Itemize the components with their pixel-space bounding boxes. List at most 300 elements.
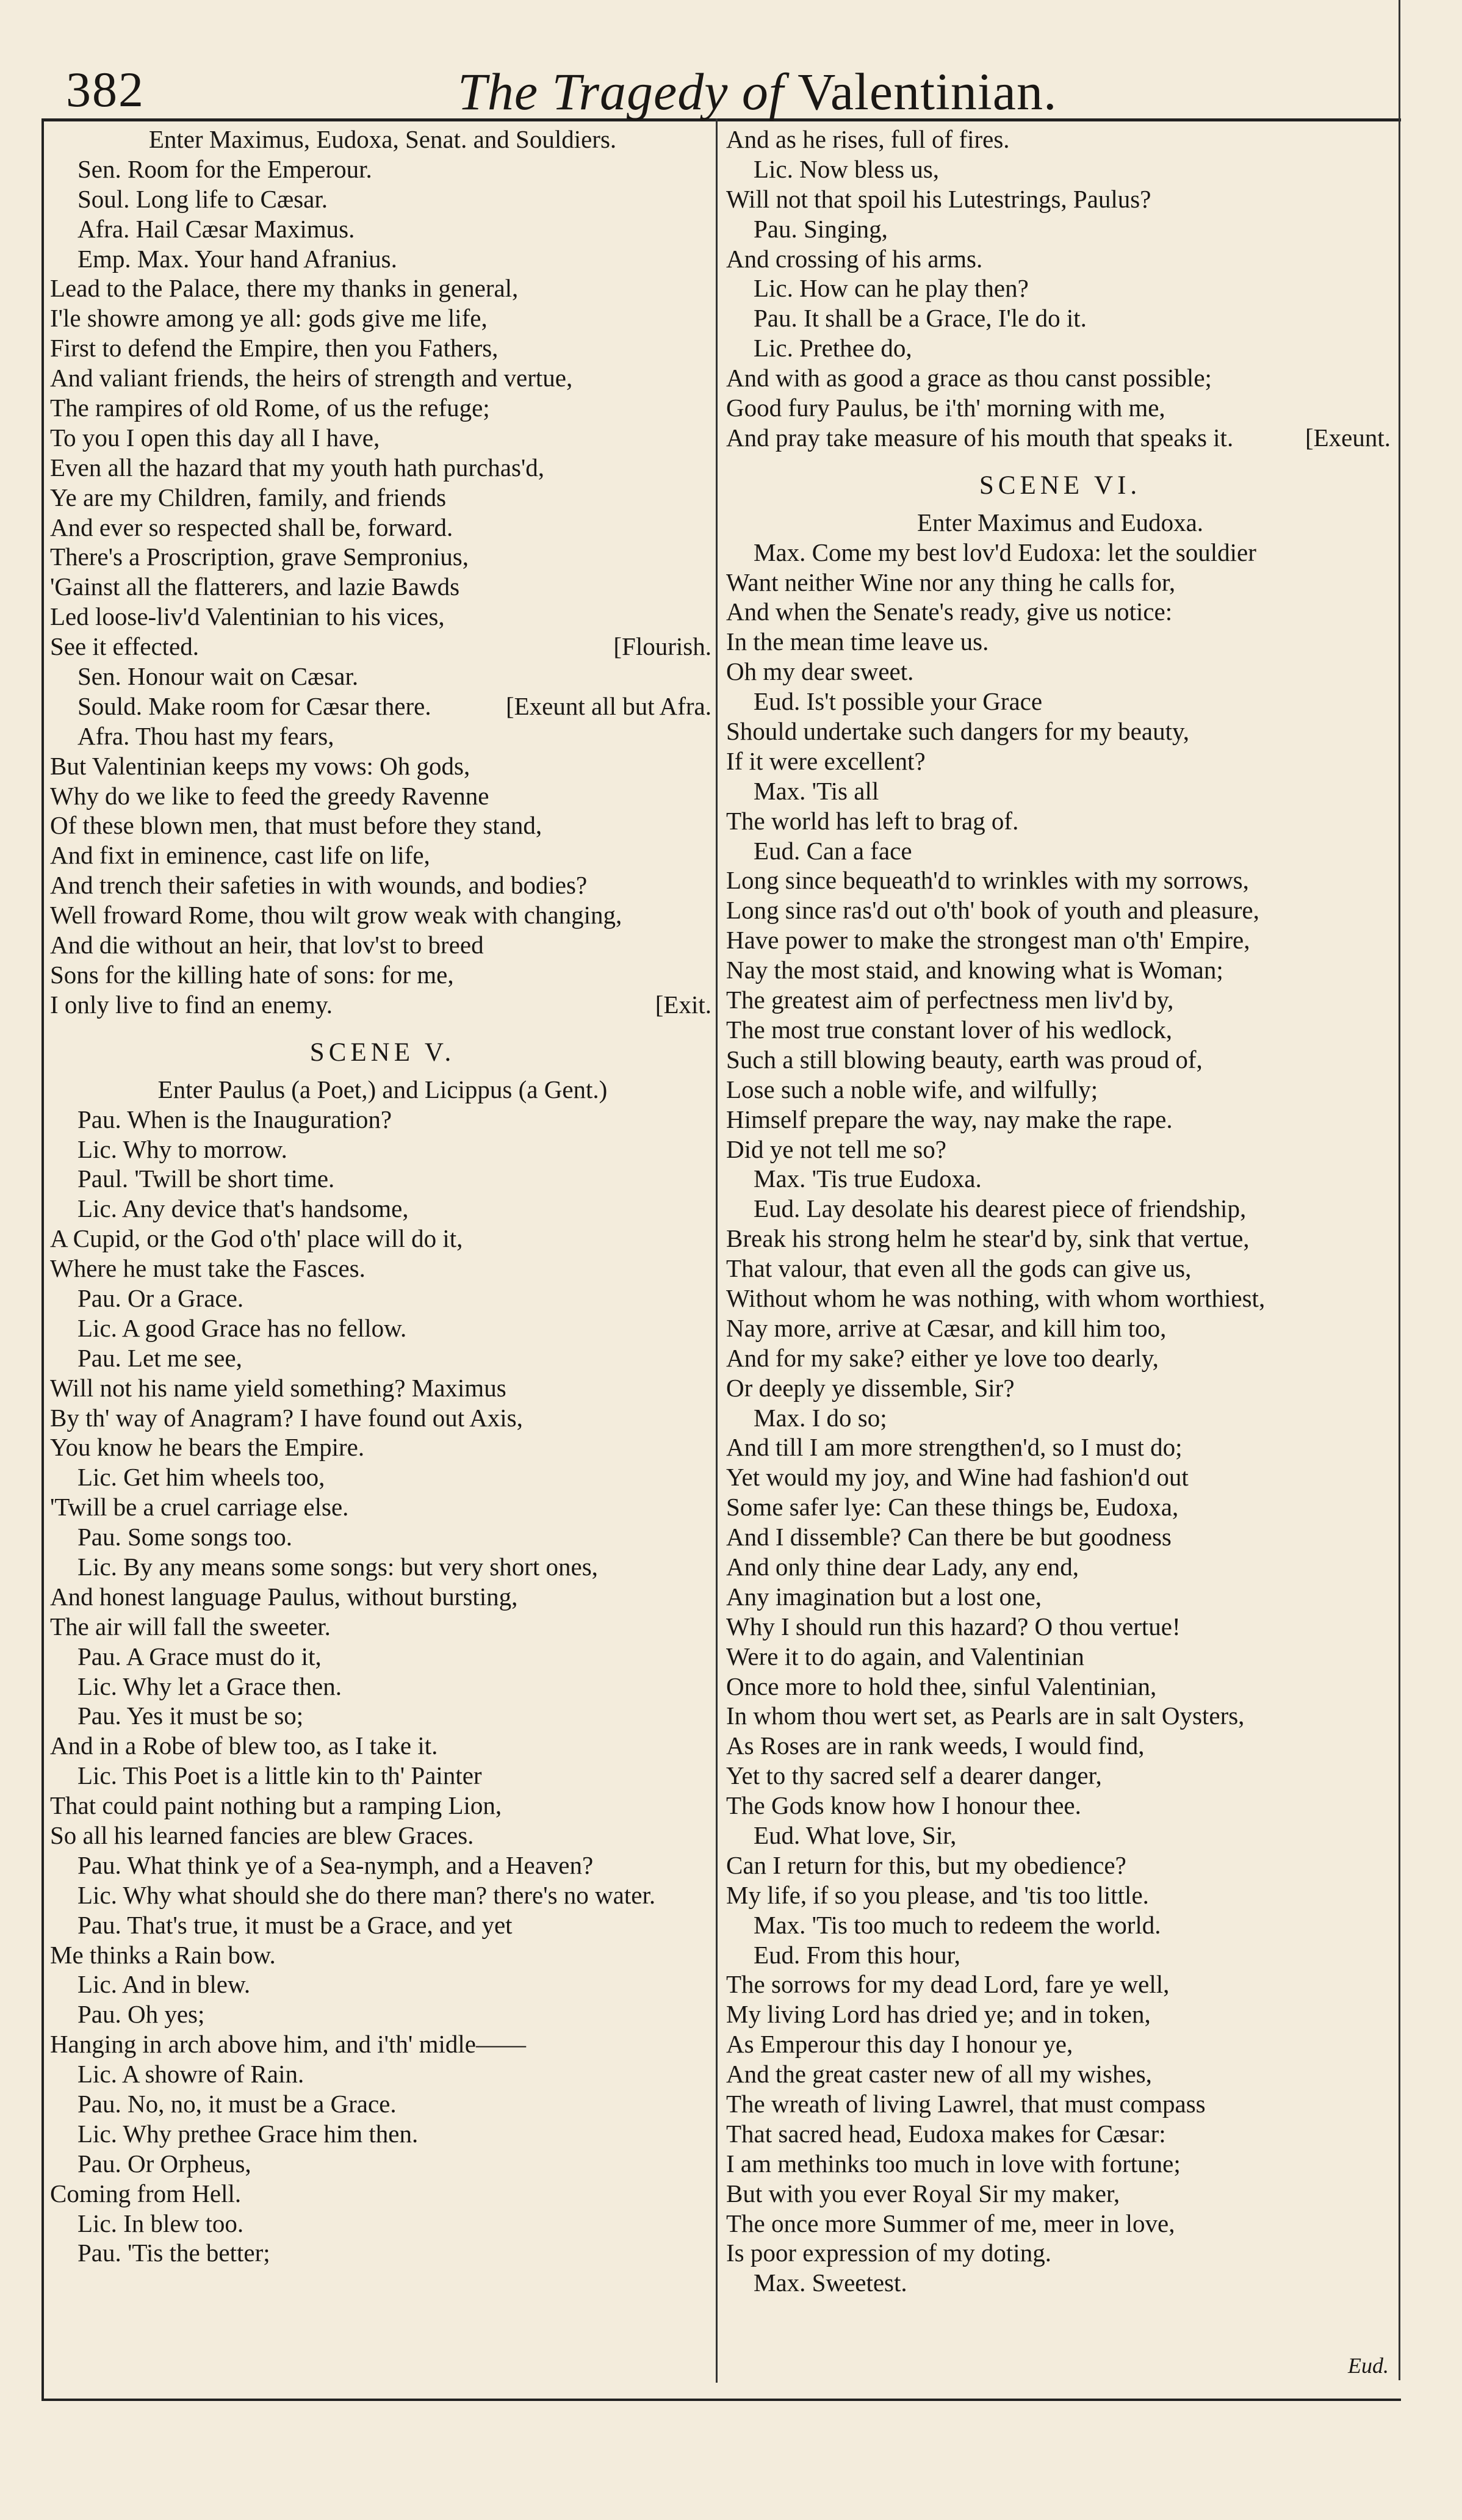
line-text: And with as good a grace as thou canst possible; [726, 364, 1212, 392]
line-text: But Valentinian keeps my vows: Oh gods, [50, 751, 470, 780]
line-text: To you I open this day all I have, [50, 423, 380, 452]
text-line [726, 1492, 1394, 1522]
line-text: Pau. Singing, [754, 214, 888, 243]
line-text: Lic. Prethee do, [754, 334, 912, 363]
line-text: Eud. What love, Sir, [754, 1821, 957, 1849]
text-line [50, 2179, 715, 2209]
line-text: Pau. Or a Grace. [77, 1283, 244, 1312]
line-text: Max. 'Tis true Eudoxa. [754, 1164, 982, 1193]
text-line [726, 1045, 1394, 1075]
line-text: Well froward Rome, thou wilt grow weak with changing, [50, 901, 622, 930]
text-line [50, 1642, 715, 1672]
text-line [726, 985, 1394, 1015]
line-text: That sacred head, Eudoxa makes for Cæsar: [726, 2119, 1166, 2148]
text-line [50, 1164, 715, 1194]
line-text: I am methinks too much in love with fortune; [726, 2149, 1181, 2178]
text-line [50, 840, 715, 870]
text-line [726, 806, 1394, 836]
line-text: Will not his name yield something? Maximus [50, 1373, 506, 1402]
line-text: Lic. A showre of Rain. [77, 2060, 304, 2089]
text-line [50, 2059, 715, 2089]
text-line [726, 1105, 1394, 1135]
text-line [726, 184, 1394, 214]
line-text: Pau. What think ye of a Sea-nymph, and a Heaven? [77, 1850, 594, 1879]
line-text: Once more to hold thee, sinful Valentinian, [726, 1672, 1157, 1700]
text-line [50, 303, 715, 333]
line-text: Emp. Max. Your hand Afranius. [77, 244, 397, 273]
line-text: Long since bequeath'd to wrinkles with my sorrows, [726, 866, 1249, 895]
line-text: Lic. In blew too. [77, 2209, 244, 2237]
line-text: Yet would my joy, and Wine had fashion'd out [726, 1463, 1189, 1492]
line-text: The sorrows for my dead Lord, fare ye well, [726, 1970, 1170, 1999]
line-text: Break his strong helm he stear'd by, sink that vertue, [726, 1224, 1250, 1253]
text-line [50, 273, 715, 303]
text-line [726, 1403, 1394, 1433]
line-text: Why I should run this hazard? O thou vertue! [726, 1612, 1181, 1641]
line-text: Can I return for this, but my obedience? [726, 1850, 1126, 1879]
line-text: 'Twill be a cruel carriage else. [50, 1493, 349, 1522]
text-line [726, 1731, 1394, 1761]
text-line [726, 746, 1394, 776]
text-line [726, 925, 1394, 955]
text-line [50, 1761, 715, 1791]
line-text: Enter Paulus (a Poet,) and Licippus (a Gent.) [157, 1075, 608, 1103]
text-line [726, 1612, 1394, 1642]
text-line [50, 662, 715, 691]
line-text: That valour, that even all the gods can give us, [726, 1254, 1192, 1283]
line-text: See it effected. [50, 632, 199, 661]
line-text: Afra. Hail Cæsar Maximus. [77, 214, 355, 243]
text-line [50, 1582, 715, 1612]
line-text: Pau. It shall be a Grace, I'le do it. [754, 304, 1087, 333]
text-line [50, 244, 715, 274]
text-line [50, 333, 715, 363]
line-text: As Roses are in rank weeds, I would find, [726, 1731, 1145, 1760]
text-line [50, 721, 715, 751]
line-text: And I dissemble? Can there be but goodness [726, 1523, 1172, 1551]
text-line [726, 1850, 1394, 1880]
line-text: Enter Maximus and Eudoxa. [916, 508, 1204, 536]
line-text: And trench their safeties in with wounds, and bodies? [50, 871, 588, 900]
line-text: Lic. Any device that's handsome, [77, 1194, 409, 1223]
line-text: The Gods know how I honour thee. [726, 1791, 1081, 1820]
text-line [726, 2029, 1394, 2059]
text-line [726, 865, 1394, 895]
line-text: My life, if so you please, and 'tis too little. [726, 1880, 1149, 1909]
line-text: Without whom he was nothing, with whom worthiest, [726, 1283, 1266, 1312]
text-line [50, 1283, 715, 1313]
text-line [50, 1224, 715, 1254]
text-line [50, 2238, 715, 2268]
text-line [726, 627, 1394, 657]
line-text: The wreath of living Lawrel, that must compass [726, 2090, 1206, 2118]
line-text: And fixt in eminence, cast life on life, [50, 841, 430, 870]
right-column [726, 125, 1394, 2298]
line-text: Pau. No, no, it must be a Grace. [77, 2090, 397, 2118]
text-line [726, 363, 1394, 393]
line-text: The most true constant lover of his wedlock, [726, 1015, 1172, 1044]
line-text: Afra. Thou hast my fears, [77, 721, 334, 750]
line-text: Even all the hazard that my youth hath purchas'd, [50, 453, 545, 482]
text-line [726, 154, 1394, 184]
left-rule [41, 118, 44, 2400]
text-line [50, 542, 715, 572]
text-line [50, 781, 715, 811]
left-column [50, 125, 715, 2268]
stage-direction-right: [Exeunt all but Afra. [505, 691, 711, 720]
text-line [726, 1969, 1394, 1999]
line-text: Sons for the killing hate of sons: for me, [50, 960, 454, 989]
line-text: Eud. Lay desolate his dearest piece of friendship, [754, 1194, 1247, 1223]
line-text: Max. Sweetest. [754, 2269, 907, 2297]
line-text: So all his learned fancies are blew Graces. [50, 1821, 474, 1849]
text-line [50, 1432, 715, 1462]
text-line [726, 2238, 1394, 2268]
line-text: Long since ras'd out o'th' book of youth and pleasure, [726, 896, 1259, 925]
line-text: Paul. 'Twill be short time. [77, 1164, 335, 1193]
line-text: Sould. Make room for Cæsar there. [77, 691, 431, 720]
line-text: And die without an heir, that lov'st to breed [50, 931, 484, 959]
line-text: Led loose-liv'd Valentinian to his vices, [50, 602, 445, 631]
line-text: Have power to make the strongest man o'th' Empire, [726, 926, 1250, 955]
line-text: Max. 'Tis too much to redeem the world. [754, 1910, 1161, 1939]
line-text: Pau. That's true, it must be a Grace, and yet [77, 1910, 513, 1939]
text-line [50, 2119, 715, 2149]
line-text: The once more Summer of me, meer in love, [726, 2209, 1175, 2237]
line-text: Why do we like to feed the greedy Ravenne [50, 781, 489, 810]
text-line [50, 513, 715, 543]
text-line [50, 154, 715, 184]
line-text: I only live to find an enemy. [50, 990, 333, 1019]
bottom-rule [41, 2399, 1401, 2401]
text-line [50, 1105, 715, 1135]
running-title-italic: The Tragedy of [458, 62, 798, 121]
line-text: Did ye not tell me so? [726, 1135, 946, 1163]
text-line [726, 333, 1394, 363]
text-line [50, 1373, 715, 1403]
line-text: By th' way of Anagram? I have found out Axis, [50, 1403, 523, 1432]
text-line [726, 214, 1394, 244]
text-line [726, 1999, 1394, 2029]
text-line [50, 483, 715, 513]
running-title [458, 61, 1057, 122]
line-text: Eud. Can a face [754, 836, 912, 865]
text-line [50, 2089, 715, 2119]
line-text: And honest language Paulus, without bursting, [50, 1582, 518, 1611]
text-line [50, 1999, 715, 2029]
text-line [50, 2209, 715, 2239]
line-text: Lic. Now bless us, [754, 154, 940, 183]
text-line [726, 1821, 1394, 1850]
text-line [50, 1313, 715, 1343]
text-line [50, 1343, 715, 1373]
line-text: Lic. This Poet is a little kin to th' Painter [77, 1761, 482, 1790]
text-line [726, 538, 1394, 568]
line-text: Good fury Paulus, be i'th' morning with me, [726, 394, 1165, 422]
text-line [50, 960, 715, 990]
catchword: Eud. [1348, 2353, 1389, 2378]
line-text: Of these blown men, that must before they stand, [50, 811, 542, 840]
text-line [50, 1850, 715, 1880]
line-text: In the mean time leave us. [726, 627, 989, 656]
text-line [726, 2209, 1394, 2239]
text-line [50, 990, 715, 1020]
text-line [726, 1194, 1394, 1224]
text-line [726, 568, 1394, 598]
line-text: Lic. And in blew. [77, 1970, 251, 1999]
line-text: Enter Maximus, Eudoxa, Senat. and Souldiers. [148, 125, 617, 153]
text-line [50, 1020, 715, 1033]
line-text: Will not that spoil his Lutestrings, Paulus? [726, 184, 1151, 213]
line-text: My living Lord has dried ye; and in token, [726, 2000, 1151, 2029]
line-text: And as he rises, full of fires. [726, 125, 1010, 153]
stage-direction-right: [Flourish. [613, 632, 711, 661]
text-line [50, 1701, 715, 1731]
line-text: And valiant friends, the heirs of strength and vertue, [50, 364, 573, 392]
line-text: Nay the most staid, and knowing what is Woman; [726, 956, 1223, 984]
line-text: Oh my dear sweet. [726, 657, 914, 686]
line-text: Max. Come my best lov'd Eudoxa: let the souldier [754, 538, 1256, 566]
text-line [726, 1254, 1394, 1283]
line-text: That could paint nothing but a ramping Lion, [50, 1791, 502, 1820]
text-line [50, 1910, 715, 1940]
text-line [726, 1761, 1394, 1791]
line-text: Himself prepare the way, nay make the rape. [726, 1105, 1173, 1133]
text-line [726, 1880, 1394, 1910]
line-text: Any imagination but a lost one, [726, 1582, 1042, 1611]
text-line [726, 1910, 1394, 1940]
line-text: Lose such a noble wife, and wilfully; [726, 1075, 1098, 1103]
scene-heading [50, 1033, 715, 1075]
text-line [726, 836, 1394, 866]
line-text: Hanging in arch above him, and i'th' midle—— [50, 2030, 526, 2059]
line-text: Pau. A Grace must do it, [77, 1642, 322, 1670]
line-text: SCENE V. [309, 1038, 456, 1067]
text-line [726, 1701, 1394, 1731]
text-line [726, 1135, 1394, 1164]
text-line [726, 687, 1394, 717]
text-line [726, 597, 1394, 627]
text-line [50, 184, 715, 214]
text-line [50, 1403, 715, 1433]
text-line [50, 811, 715, 840]
line-text: Where he must take the Fasces. [50, 1254, 366, 1283]
right-rule [1399, 0, 1400, 2380]
text-line [726, 1075, 1394, 1105]
text-line [726, 1283, 1394, 1313]
line-text: The rampires of old Rome, of us the refuge; [50, 394, 490, 422]
line-text: Lic. How can he play then? [754, 274, 1029, 303]
stage-direction [50, 125, 715, 154]
line-text: SCENE VI. [979, 471, 1142, 500]
line-text: Lic. Why let a Grace then. [77, 1672, 342, 1700]
line-text: First to defend the Empire, then you Fathers, [50, 334, 499, 363]
line-text: Pau. Some songs too. [77, 1523, 292, 1551]
text-line [726, 1552, 1394, 1582]
text-line [50, 751, 715, 781]
line-text: Pau. Let me see, [77, 1343, 242, 1372]
text-line [726, 244, 1394, 274]
line-text: Sen. Room for the Emperour. [77, 154, 372, 183]
line-text: And the great caster new of all my wishes, [726, 2060, 1152, 2089]
line-text: And only thine dear Lady, any end, [726, 1552, 1079, 1581]
line-text: Eud. Is't possible your Grace [754, 687, 1043, 716]
text-line [50, 1969, 715, 1999]
line-text: Some safer lye: Can these things be, Eudoxa, [726, 1493, 1179, 1522]
text-line [726, 453, 1394, 466]
text-line [726, 776, 1394, 806]
text-line [726, 1164, 1394, 1194]
text-line [726, 1432, 1394, 1462]
line-text: Lic. Why prethee Grace him then. [77, 2119, 419, 2148]
line-text: Pau. 'Tis the better; [77, 2239, 270, 2267]
line-text: Soul. Long life to Cæsar. [77, 184, 328, 213]
text-line [50, 1522, 715, 1552]
line-text: Such a still blowing beauty, earth was proud of, [726, 1045, 1203, 1074]
text-line [726, 1642, 1394, 1672]
text-line [726, 2149, 1394, 2179]
line-text: A Cupid, or the God o'th' place will do it, [50, 1224, 463, 1253]
text-line [50, 870, 715, 900]
line-text: If it were excellent? [726, 746, 926, 775]
text-line [50, 393, 715, 423]
text-line [50, 1254, 715, 1283]
line-text: And crossing of his arms. [726, 244, 983, 273]
line-text: And when the Senate's ready, give us notice: [726, 598, 1173, 626]
text-line [726, 1672, 1394, 1702]
line-text: As Emperour this day I honour ye, [726, 2030, 1073, 2059]
text-line [726, 1582, 1394, 1612]
line-text: Pau. Oh yes; [77, 2000, 205, 2029]
text-line [726, 895, 1394, 925]
line-text: Me thinks a Rain bow. [50, 1940, 276, 1969]
text-line [50, 900, 715, 930]
text-line [726, 717, 1394, 746]
text-line [50, 453, 715, 483]
scene-heading [726, 466, 1394, 508]
line-text: The world has left to brag of. [726, 806, 1019, 835]
text-line [50, 1194, 715, 1224]
text-line [50, 214, 715, 244]
text-line [50, 1821, 715, 1850]
line-text: Is poor expression of my doting. [726, 2239, 1051, 2267]
text-line [50, 1612, 715, 1642]
line-text: Or deeply ye dissemble, Sir? [726, 1373, 1015, 1402]
running-title-roman: Valentinian. [798, 62, 1057, 121]
text-line [50, 2149, 715, 2179]
text-line [726, 393, 1394, 423]
text-line [726, 1373, 1394, 1403]
text-line [726, 125, 1394, 154]
line-text: Pau. Or Orpheus, [77, 2149, 251, 2178]
line-text: I'le showre among ye all: gods give me life, [50, 304, 488, 333]
text-line [726, 2089, 1394, 2119]
line-text: Max. I do so; [754, 1403, 887, 1432]
text-line [50, 572, 715, 602]
text-line [726, 1791, 1394, 1821]
text-line [726, 423, 1394, 453]
text-line [50, 1880, 715, 1910]
stage-direction-right: [Exeunt. [1305, 423, 1391, 452]
text-line [726, 1343, 1394, 1373]
line-text: Lead to the Palace, there my thanks in general, [50, 274, 519, 303]
text-line [50, 602, 715, 632]
line-text: Coming from Hell. [50, 2179, 242, 2208]
text-line [50, 1552, 715, 1582]
text-line [726, 1224, 1394, 1254]
line-text: And ever so respected shall be, forward. [50, 513, 453, 541]
line-text: Lic. Why what should she do there man? there's no water. [77, 1880, 656, 1909]
text-line [50, 1135, 715, 1164]
line-text: Lic. By any means some songs: but very short ones, [77, 1552, 598, 1581]
line-text: 'Gainst all the flatterers, and lazie Bawds [50, 572, 460, 601]
line-text: Want neither Wine nor any thing he calls for, [726, 568, 1176, 596]
line-text: And for my sake? either ye love too dearly, [726, 1343, 1159, 1372]
text-line [726, 2268, 1394, 2298]
line-text: But with you ever Royal Sir my maker, [726, 2179, 1120, 2208]
line-text: Lic. Why to morrow. [77, 1135, 287, 1163]
text-line [726, 1462, 1394, 1492]
text-line [50, 1492, 715, 1522]
text-line [50, 1791, 715, 1821]
line-text: Were it to do again, and Valentinian [726, 1642, 1084, 1670]
text-line [50, 423, 715, 453]
text-line [50, 632, 715, 662]
line-text: Pau. Yes it must be so; [77, 1702, 304, 1730]
text-line [726, 273, 1394, 303]
line-text: And till I am more strengthen'd, so I must do; [726, 1433, 1183, 1462]
line-text: Nay more, arrive at Cæsar, and kill him too, [726, 1313, 1167, 1342]
text-line [726, 2059, 1394, 2089]
line-text: Should undertake such dangers for my beauty, [726, 717, 1190, 746]
text-line [50, 2029, 715, 2059]
line-text: Sen. Honour wait on Cæsar. [77, 662, 359, 691]
text-line [50, 363, 715, 393]
text-line [726, 2119, 1394, 2149]
line-text: Max. 'Tis all [754, 776, 879, 805]
line-text: And pray take measure of his mouth that speaks it. [726, 423, 1234, 452]
line-text: There's a Proscription, grave Sempronius, [50, 543, 469, 571]
line-text: In whom thou wert set, as Pearls are in salt Oysters, [726, 1702, 1245, 1730]
line-text: The greatest aim of perfectness men liv'd by, [726, 986, 1174, 1014]
text-line [726, 2179, 1394, 2209]
line-text: The air will fall the sweeter. [50, 1612, 331, 1641]
column-divider [716, 118, 718, 2383]
line-text: Yet to thy sacred self a dearer danger, [726, 1761, 1102, 1790]
page-number: 382 [66, 62, 145, 117]
line-text: And in a Robe of blew too, as I take it. [50, 1731, 438, 1760]
line-text: Eud. From this hour, [754, 1940, 960, 1969]
text-line [726, 1940, 1394, 1970]
text-line [726, 1313, 1394, 1343]
text-line [726, 955, 1394, 985]
stage-direction [726, 508, 1394, 538]
stage-direction-right: [Exit. [655, 990, 711, 1019]
line-text: Lic. Get him wheels too, [77, 1463, 325, 1492]
text-line [726, 1522, 1394, 1552]
line-text: Pau. When is the Inauguration? [77, 1105, 392, 1133]
text-line [50, 930, 715, 960]
text-line [50, 1672, 715, 1702]
text-line [50, 1462, 715, 1492]
text-line [50, 691, 715, 721]
text-line [50, 1731, 715, 1761]
line-text: You know he bears the Empire. [50, 1433, 365, 1462]
text-line [726, 657, 1394, 687]
text-line [726, 1015, 1394, 1045]
line-text: Lic. A good Grace has no fellow. [77, 1313, 407, 1342]
text-line [50, 1940, 715, 1970]
